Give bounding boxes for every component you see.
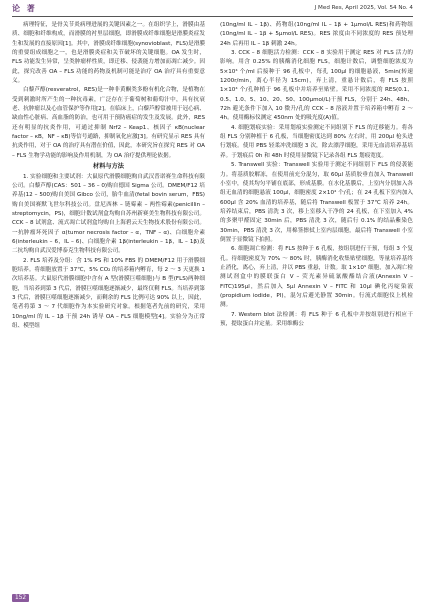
page-number: 152 — [12, 594, 29, 602]
header-rule — [12, 16, 413, 17]
right-paragraph: 5. Transwell 实验：Transwell 实验用于测定不同组别下 FLS 的侵袭能力。将基质胶解冻，在使用前充分混匀，取 60μl 基质胶垂直加入 Transwell 小室中，使其均匀平铺在底部，形成基膜。在水化基膜后，上室内分别加入各组无血清的细胞悬液 100μl，细胞密度 2×10⁴ 个/孔；在 24 孔板下室内加入 600μl 含 20% 血清的培养基，随后将 Transwell 板置于 37℃ 培养 24h。培养结束后，PBS 清洗 3 次，移上室移入干净的 24 孔板，在下室加入 4% 的多聚甲醛固定 30min 后，PBS 清洗 3 次，随后行 0.1% 的结晶紫染色 30min，PBS 清洗 3 次，用棉签擦拭上室内层细胞，最后将 Transwell 小室倒置于显微镜下拍照。 — [220, 162, 413, 243]
left-paragraph: 白藜芦醇(resveratrol，RES)是一种非黄酮类多酚有机化合物，是植物在受到刺激时所产生的一种抗毒素，广泛存在于葡萄树和葡萄汁中，具有抗衰老、抗肿瘤以及心血管保护等作用[2]。在临床上，白藜芦醇常被用于冠心病、缺血性心脏病、高血脂的防治，也可用于预防癌症的发生及发展。此外，RES 还有明显的抗炎作用，可通过抑制 Nrf2 – Keap1、核因子 κB(nuclear factor – κB，NF – κB)等信号通路，抑制氧化应激[3]。有研究显示 RES 具有抗炎作用，对于 OA 的治疗具有潜在价值，因此，本研究旨在探究 RES 对 OA – FLS 生物学功能的影响及作用机制，为 OA 治疗提供理论依据。 — [12, 87, 205, 159]
section-heading: 材料与方法 — [93, 163, 124, 171]
right-column — [220, 21, 413, 329]
right-paragraph: 3. CCK – 8 细胞活力检测：CCK – 8 实验用于测定 RES 对 FLS 活力的影响。用含 0.25% 的胰酶消化细胞 FLS，细胞计数后，调整细胞浓度为 5×10⁴ 个/ml 后接种于 96 孔板中，每孔 100μl 的细胞悬液，5min(转速 1200r/min，离心半径为 15cm)，弃上清，重悬计数后，将 FLS 按照 1×10⁴ 个/孔种植于 96 孔板中并培养至贴壁。采用不同浓度的 RES(0.1、0.5、1.0、5、10、20、50、100μmol/L)干预 FLS，分别于 24h、48h、72h 避光条件下加入 10 微升/孔的 CCK – 8 溶液并置于培养箱中孵育 2 ～ 4h。使用酶标仪测定 450nm 处的吸光度(A)值。 — [220, 50, 413, 122]
right-paragraph: 6. 细胞凋亡检测：将 FLS 按种于 6 孔板，按组别进行干预，每组 3 个复孔。待细胞密度为 70% ～ 80% 时，胰酶消化收集贴壁细胞，等量培养基终止消化，离心，弃上清，并以 PBS 重悬，计数。取 1×10⁵ 细胞，加入凋亡检测试剂盒中的膜联蛋白 V – 荧光素异硫氰酸酯结合液(Annexin V – FITC)195μl，然后加入 5μl Annexin V – FITC 和 10μl 碘化丙啶染液(propidium iodide，PI)，混匀后避光静置 30min。行流式细胞仪上机检测。 — [220, 246, 413, 309]
left-paragraph: 病理特征，是骨关节炎病理进展的关键因素之一。在组织学上，滑膜由基质、细胞和纤维构成，而滑膜的衬里层细胞，即滑膜成纤维细胞是滑膜炎症发生和发展的直接原因[1]。其中，滑膜成纤维细胞(synovioblast，FLS)是滑膜的重要组成细胞之一，也是滑膜炎症和关节破坏的关键细胞。OA 发生时，FLS 功能发生异常，呈类肿瘤样性质，即迁移、侵袭能力增加而凋亡减少。因此，探究改善 OA – FLS 功能的药物及机制可能是治疗 OA 治疗具有重要意义。 — [12, 22, 205, 85]
right-paragraph: (10ng/ml IL – 1β)、药物组(10ng/ml IL – 1β + 1μmol/L RES)和药物组(10ng/ml IL – 1β + 5μmol/L RES)。RES 浓度由不同浓度的 RES 预处理 24h 后再用 IL – 1β 刺激 24h。 — [220, 22, 413, 47]
left-paragraph: 1. 实验细胞和主要试剂：大鼠原代滑膜细胞购自武汉普诺赛生命科技有限公司。白藜芦醇(CAS：501 – 36 – 0)购自德国 Sigma 公司。DMEM/F12 培养基(12 – 500)购自美国 Gibco 公司，胎牛血清(fetal bovin serum，FBS)购自美国赛默飞世尔科技公司。盘尼西林 – 链霉素 – 两性霉素(penicillin – streptomycin，PS)，细胞计数试剂盒均购自苏州新赛美生物科技有限公司。CCK – 8 试剂盒、流式凋亡试剂盒均购自上海碧云天生物技术股份有限公司。一抗肿瘤坏死因子 α(tumor necrosis factor – α，TNF – α)、白细胞介素 6(interleukin – 6，IL – 6)、白细胞介素 1β(interleukin – 1β，IL – 1β)及二抗均购自武汉爱博泰克生物科技有限公司。 — [12, 173, 205, 255]
section-label: 论 著 — [12, 4, 37, 13]
page-header — [0, 0, 427, 18]
right-paragraph: 7. Western blot 法检测：将 FLS 种于 6 孔板中并按组别进行相应干预，提取蛋白并定量。采用维酶公 — [220, 311, 413, 327]
left-paragraph: 2. FLS 培养及分组：含 1% PS 和 10% FBS 的 DMEM/F12 用于滑膜细胞培养。将细胞放置于 37℃，5% CO₂ 的培养箱内孵育，每 2 ～ 3 天更换 1 次培养基。大鼠原代滑膜细胞中含有 A 型(滑膜巨噬细胞)与 B 型(FLS)两种细胞，当培养到第 3 代后，滑膜巨噬细胞逐渐减少，最终仅剩 FLS。当培养到第 3 代后，滑膜巨噬细胞逐渐减少，而剩余的 FLS 比例可达 90% 以上，因此，笔者将第 3 ～ 7 代细胞作为本实验研究对象。根据笔者先前的研究，采用 10ng/ml 的 IL – 1β 干预 24h 诱导 OA – FLS 细胞模型[4]。实验分为正常组、模型组 — [12, 257, 205, 330]
right-paragraph: 4. 细胞划痕实验：采用划痕实验测定不同组别下 FLS 的迁移能力。将各组 FLS 分别种植于 6 孔板，当细胞密度达到 80% 左右时，用 200μl 枪头进行划痕。使用 PBS 轻柔冲洗细胞 3 次，除去漂浮细胞，采用无血清培养基培养。于划痕后 0h 和 48h 时使用显微镜下记录各组 FLS 划痕宽度。 — [220, 124, 413, 159]
left-column — [12, 21, 205, 331]
journal-info: J Med Res, April 2025, Vol. 54 No. 4 — [314, 5, 413, 11]
